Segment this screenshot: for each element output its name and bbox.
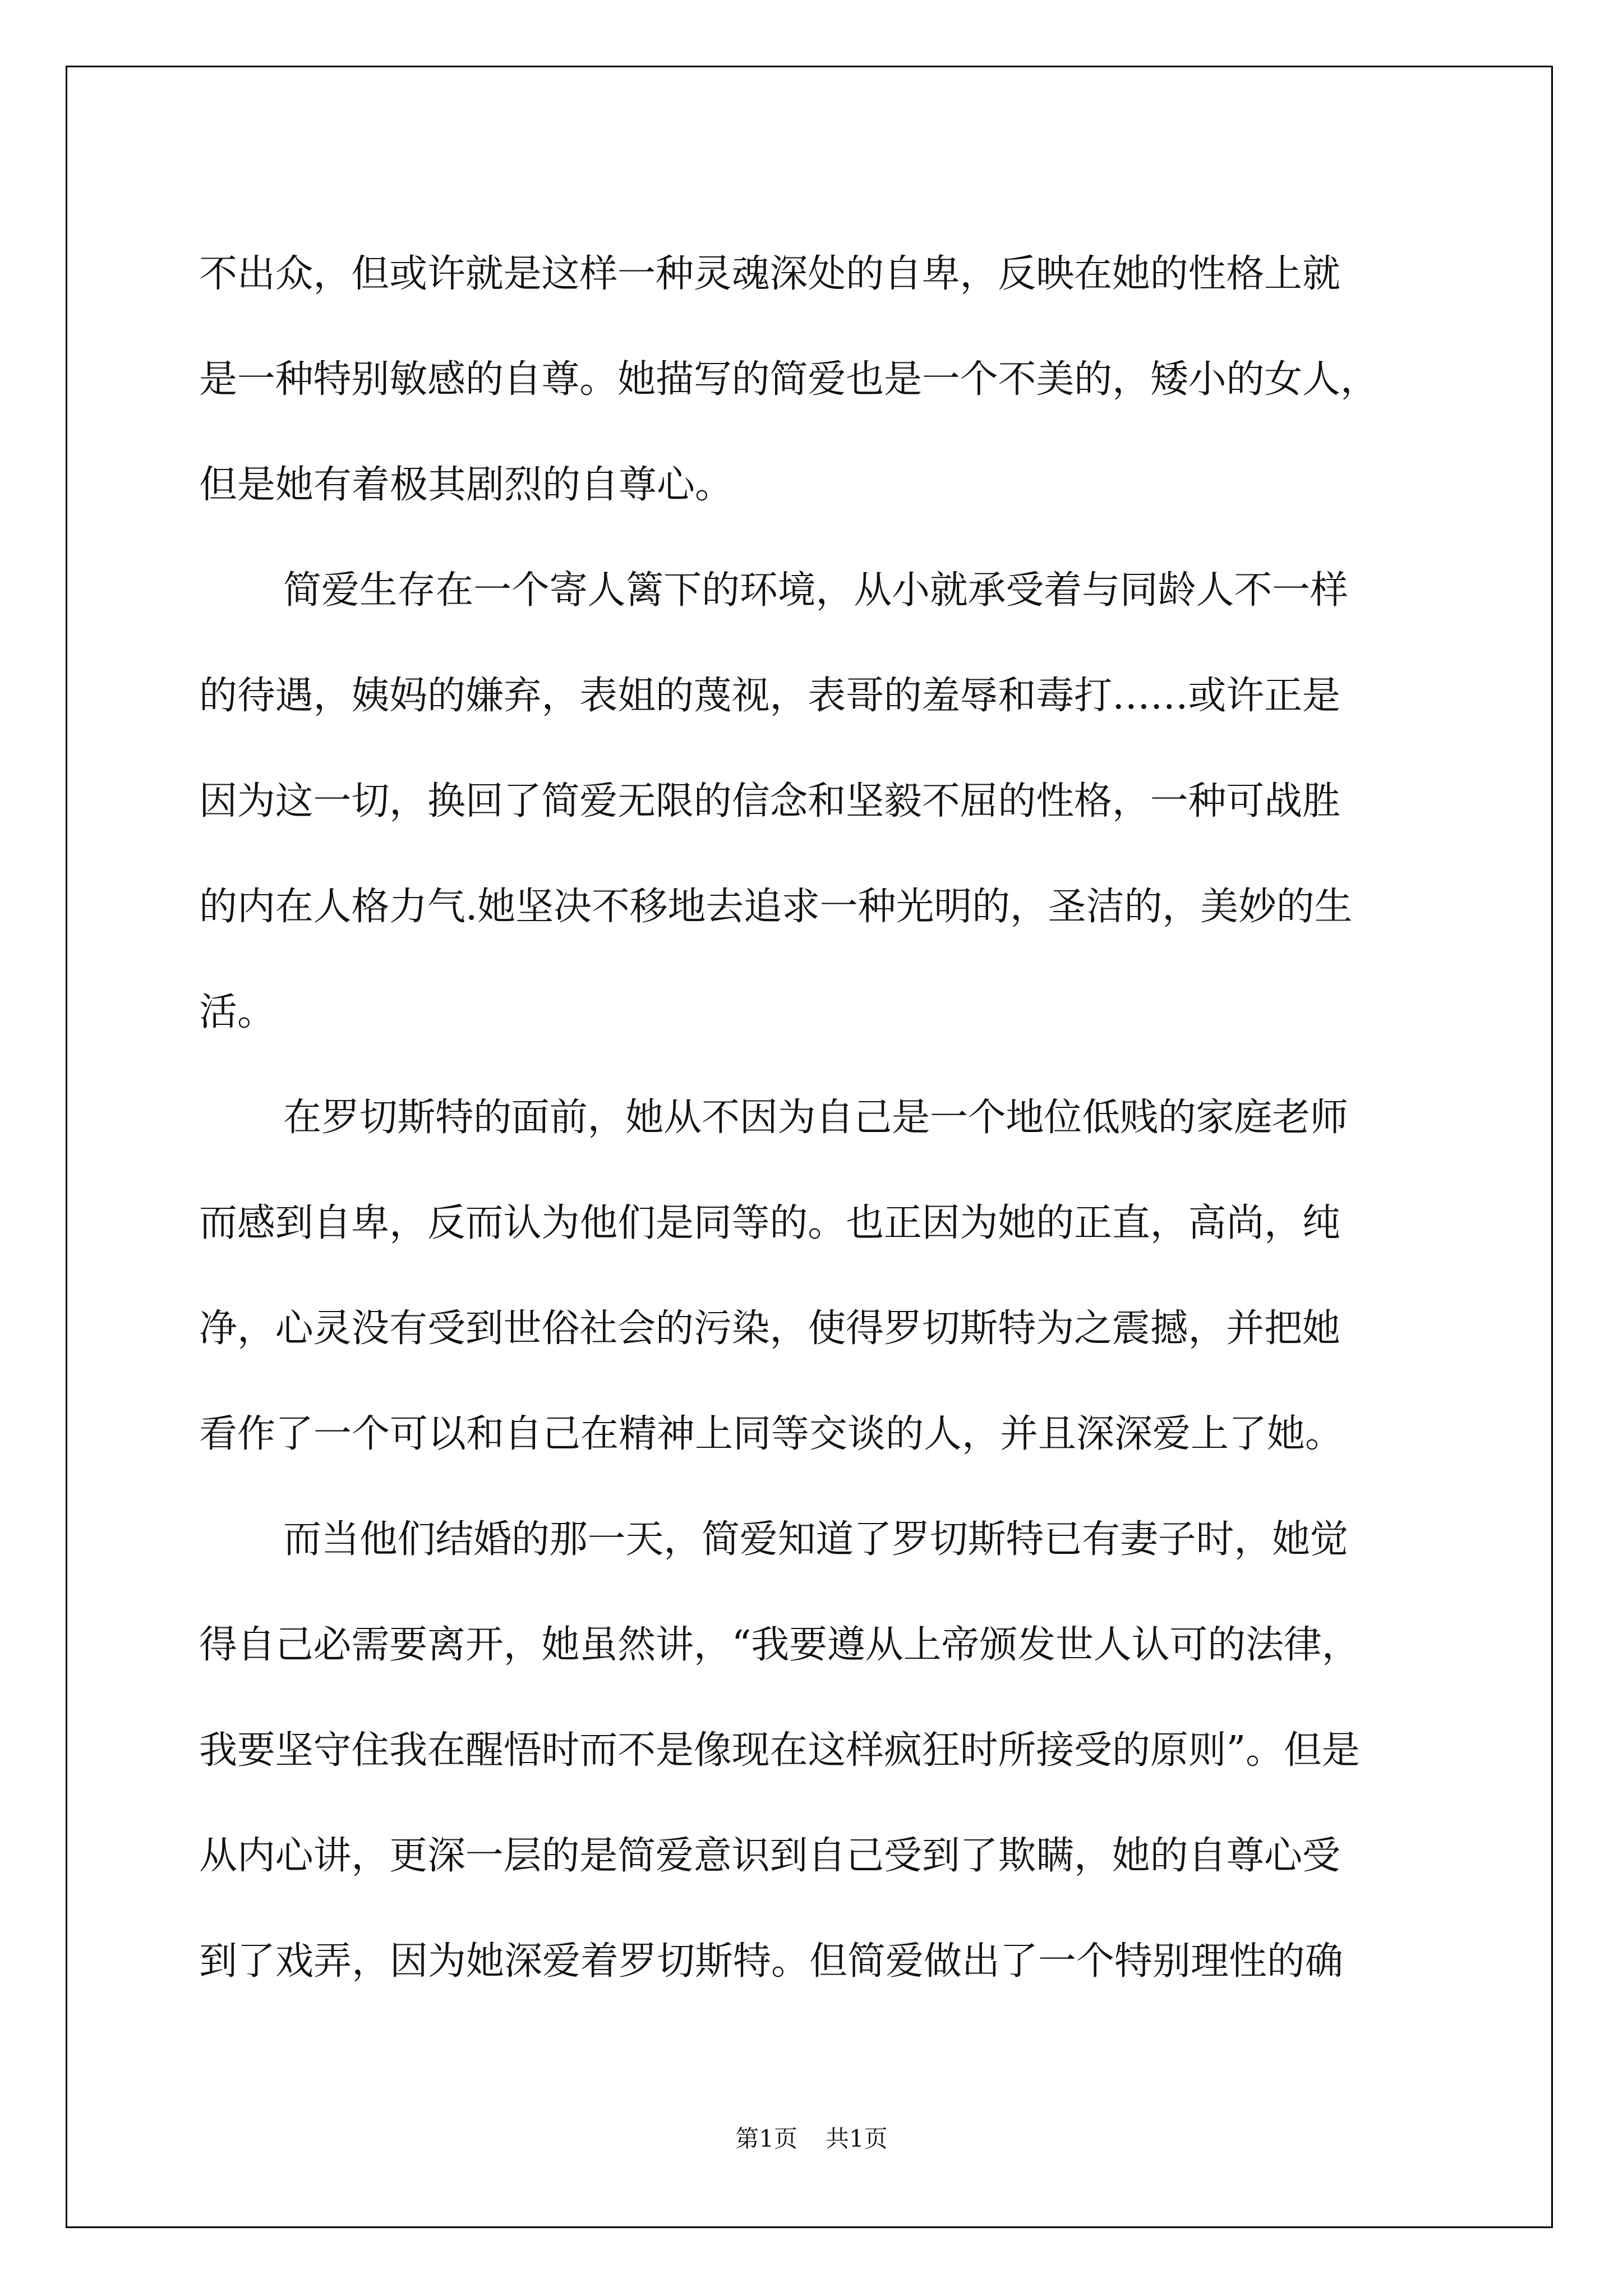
text-line: 的待遇，姨妈的嫌弃，表姐的蔑视，表哥的羞辱和毒打……或许正是 — [199, 674, 1340, 718]
text-line: 不出众，但或许就是这样一种灵魂深处的自卑，反映在她的性格上就 — [199, 252, 1340, 296]
page-total: 共1页 — [826, 2125, 888, 2152]
text-line: 在罗切斯特的面前，她从不因为自己是一个地位低贱的家庭老师 — [283, 1096, 1348, 1140]
text-line: 而感到自卑，反而认为他们是同等的。也正因为她的正直，高尚，纯 — [199, 1201, 1340, 1245]
text-line: 从内心讲，更深一层的是简爱意识到自己受到了欺瞒，她的自尊心受 — [199, 1834, 1340, 1878]
text-line: 得自己必需要离开，她虽然讲，“我要遵从上帝颁发世人认可的法律， — [199, 1623, 1360, 1667]
text-line: 的内在人格力气.她坚决不移地去追求一种光明的，圣洁的，美妙的生 — [199, 885, 1353, 929]
text-line: 活。 — [199, 990, 276, 1034]
text-line: 净，心灵没有受到世俗社会的污染，使得罗切斯特为之震撼，并把她 — [199, 1306, 1340, 1351]
text-line: 到了戏弄，因为她深爱着罗切斯特。但简爱做出了一个特别理性的确 — [199, 1939, 1344, 1984]
page-number: 第1页 — [735, 2125, 797, 2152]
text-line: 是一种特别敏感的自尊。她描写的简爱也是一个不美的，矮小的女人， — [199, 357, 1378, 402]
document-body — [199, 222, 1433, 2014]
text-line: 而当他们结婚的那一天，简爱知道了罗切斯特已有妻子时，她觉 — [283, 1517, 1348, 1562]
text-line: 我要坚守住我在醒悟时而不是像现在这样疯狂时所接受的原则”。但是 — [199, 1728, 1360, 1773]
text-line: 看作了一个可以和自己在精神上同等交谈的人，并且深深爱上了她。 — [199, 1412, 1344, 1456]
page-footer — [0, 2120, 1623, 2154]
text-line: 但是她有着极其剧烈的自尊心。 — [199, 463, 734, 507]
text-line: 简爱生存在一个寄人篱下的环境，从小就承受着与同龄人不一样 — [283, 568, 1348, 613]
text-line: 因为这一切，换回了简爱无限的信念和坚毅不屈的性格，一种可战胜 — [199, 779, 1340, 823]
